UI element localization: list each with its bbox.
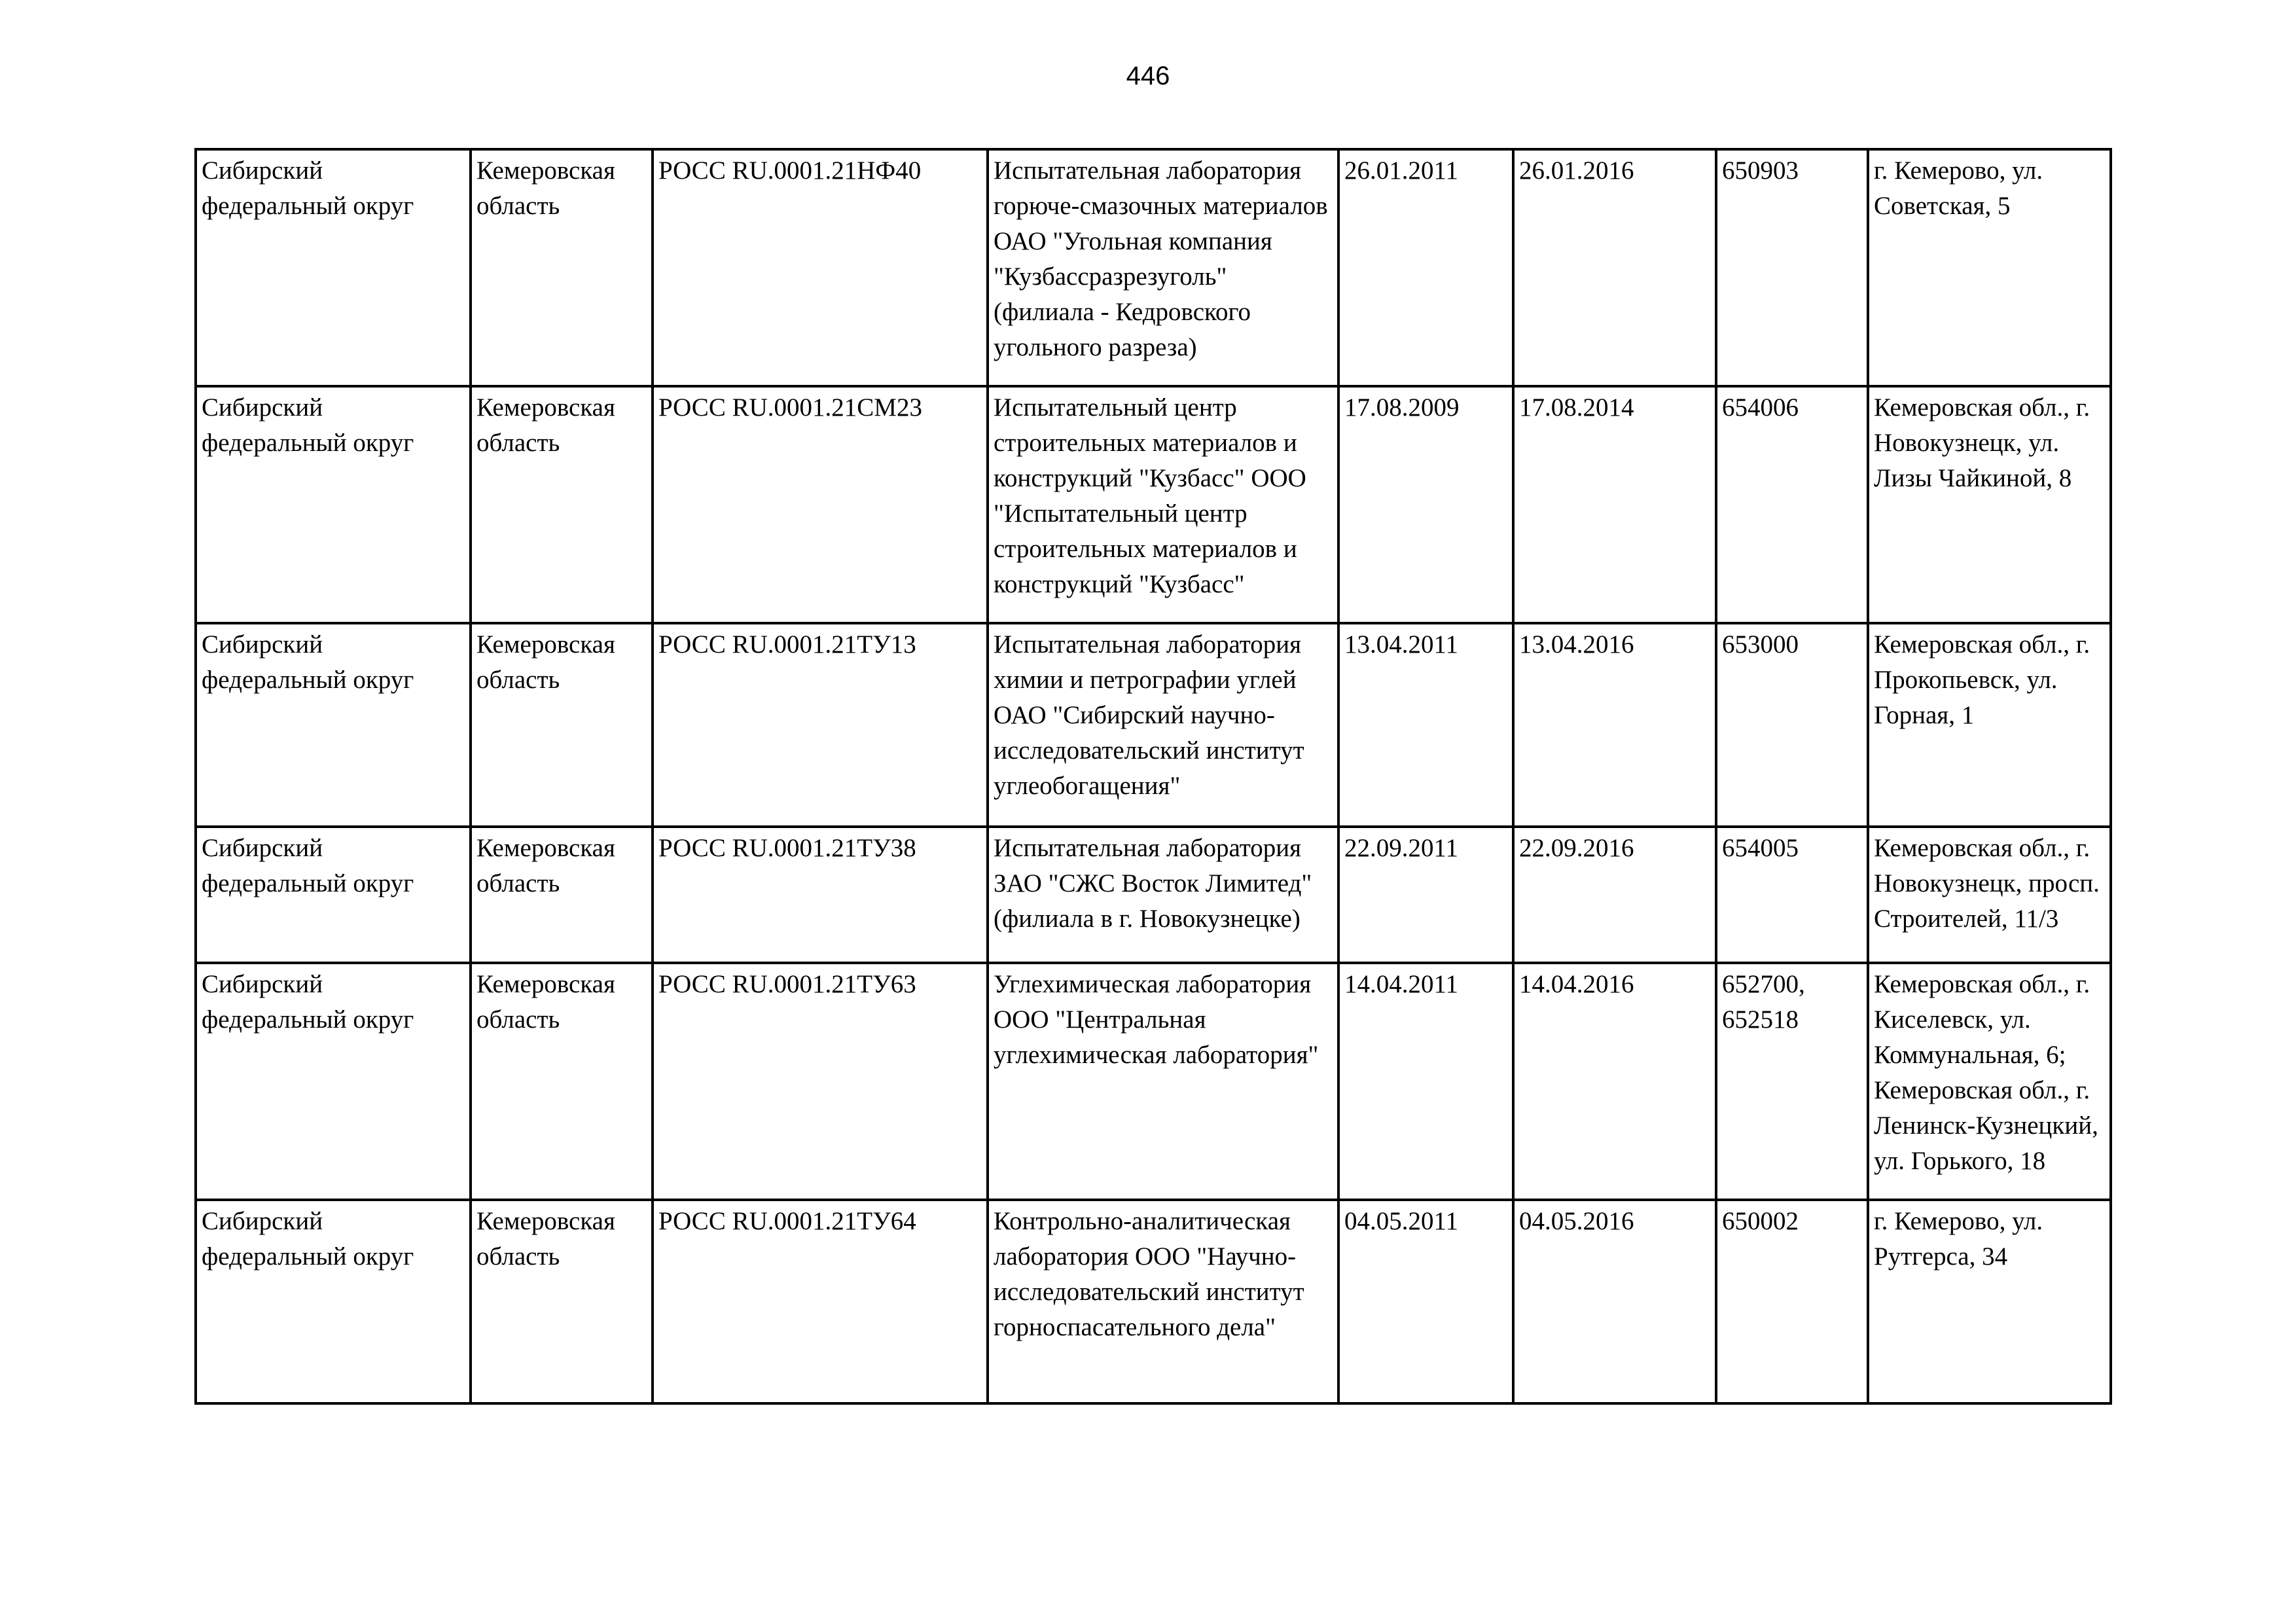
date-to-cell: 14.04.2016: [1513, 963, 1716, 1200]
organization-cell: Углехимическая лаборатория ООО "Центральная углехимическая лаборатория": [988, 963, 1338, 1200]
region-cell: Кемеровская область: [471, 1200, 653, 1403]
date-to-cell: 17.08.2014: [1513, 386, 1716, 623]
registration-number-cell: РОСС RU.0001.21ТУ13: [653, 623, 988, 827]
district-cell: Сибирский федеральный округ: [196, 827, 471, 963]
page-number: 446: [1126, 62, 1170, 90]
date-from-cell: 22.09.2011: [1338, 827, 1513, 963]
address-cell: г. Кемерово, ул. Советская, 5: [1868, 149, 2111, 386]
organization-cell: Контрольно-аналитическая лаборатория ООО "Научно-исследовательский институт горноспасательного дела": [988, 1200, 1338, 1403]
region-cell: Кемеровская область: [471, 623, 653, 827]
date-to-cell: 13.04.2016: [1513, 623, 1716, 827]
date-to-cell: 04.05.2016: [1513, 1200, 1716, 1403]
address-cell: Кемеровская обл., г. Прокопьевск, ул. Горная, 1: [1868, 623, 2111, 827]
region-cell: Кемеровская область: [471, 963, 653, 1200]
postcode-cell: 650903: [1716, 149, 1868, 386]
registration-number-cell: РОСС RU.0001.21ТУ63: [653, 963, 988, 1200]
date-to-cell: 22.09.2016: [1513, 827, 1716, 963]
date-from-cell: 13.04.2011: [1338, 623, 1513, 827]
region-cell: Кемеровская область: [471, 149, 653, 386]
table-row: [196, 149, 2111, 386]
address-cell: Кемеровская обл., г. Киселевск, ул. Коммунальная, 6; Кемеровская обл., г. Ленинск-Кузнецкий, ул. Горького, 18: [1868, 963, 2111, 1200]
organization-cell: Испытательная лаборатория горюче-смазочных материалов ОАО "Угольная компания "Кузбассразрезуголь" (филиала - Кедровского угольного разреза): [988, 149, 1338, 386]
region-cell: Кемеровская область: [471, 827, 653, 963]
date-from-cell: 04.05.2011: [1338, 1200, 1513, 1403]
address-cell: Кемеровская обл., г. Новокузнецк, ул. Лизы Чайкиной, 8: [1868, 386, 2111, 623]
date-from-cell: 14.04.2011: [1338, 963, 1513, 1200]
registration-number-cell: РОСС RU.0001.21СМ23: [653, 386, 988, 623]
date-from-cell: 17.08.2009: [1338, 386, 1513, 623]
postcode-cell: 653000: [1716, 623, 1868, 827]
address-cell: Кемеровская обл., г. Новокузнецк, просп. Строителей, 11/3: [1868, 827, 2111, 963]
district-cell: Сибирский федеральный округ: [196, 963, 471, 1200]
registration-number-cell: РОСС RU.0001.21ТУ38: [653, 827, 988, 963]
region-cell: Кемеровская область: [471, 386, 653, 623]
postcode-cell: 652700, 652518: [1716, 963, 1868, 1200]
date-from-cell: 26.01.2011: [1338, 149, 1513, 386]
table-row: [196, 827, 2111, 963]
date-to-cell: 26.01.2016: [1513, 149, 1716, 386]
accreditation-registry-table: [194, 148, 2112, 1405]
postcode-cell: 654005: [1716, 827, 1868, 963]
organization-cell: Испытательная лаборатория химии и петрографии углей ОАО "Сибирский научно-исследовательский институт углеобогащения": [988, 623, 1338, 827]
district-cell: Сибирский федеральный округ: [196, 1200, 471, 1403]
organization-cell: Испытательная лаборатория ЗАО "СЖС Восток Лимитед" (филиала в г. Новокузнецке): [988, 827, 1338, 963]
organization-cell: Испытательный центр строительных материалов и конструкций "Кузбасс" ООО "Испытательный центр строительных материалов и конструкций "Кузбасс": [988, 386, 1338, 623]
postcode-cell: 654006: [1716, 386, 1868, 623]
registration-number-cell: РОСС RU.0001.21НФ40: [653, 149, 988, 386]
district-cell: Сибирский федеральный округ: [196, 386, 471, 623]
table-row: [196, 623, 2111, 827]
table-row: [196, 386, 2111, 623]
registration-number-cell: РОСС RU.0001.21ТУ64: [653, 1200, 988, 1403]
table-row: [196, 1200, 2111, 1403]
table-row: [196, 963, 2111, 1200]
address-cell: г. Кемерово, ул. Рутгерса, 34: [1868, 1200, 2111, 1403]
postcode-cell: 650002: [1716, 1200, 1868, 1403]
district-cell: Сибирский федеральный округ: [196, 623, 471, 827]
district-cell: Сибирский федеральный округ: [196, 149, 471, 386]
